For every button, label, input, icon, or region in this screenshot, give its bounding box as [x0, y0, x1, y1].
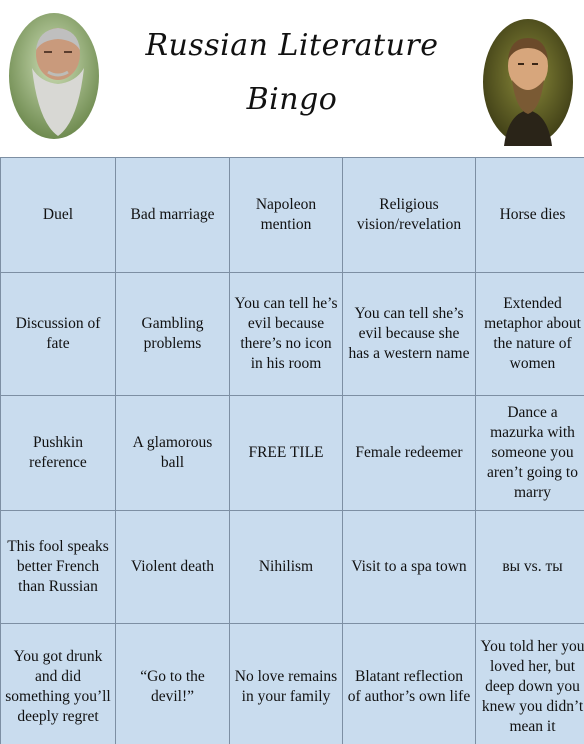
bingo-cell-text: “Go to the devil!”	[140, 667, 205, 705]
dostoevsky-portrait	[482, 18, 574, 146]
bingo-cell-text: Bad marriage	[130, 206, 215, 223]
bingo-grid	[0, 157, 584, 744]
bingo-cell-text: Violent death	[130, 558, 214, 575]
bingo-cell-text: You told her you loved her, but deep down you knew you didn’t mean it	[480, 637, 584, 735]
bingo-cell-text: Napoleon mention	[255, 196, 317, 233]
bingo-cell	[343, 624, 475, 744]
bingo-cell	[116, 158, 229, 272]
bingo-cell-text: Pushkin reference	[29, 434, 87, 471]
bingo-cell	[230, 396, 342, 510]
bingo-cell-text: No love remains in your family	[234, 667, 338, 705]
bingo-cell	[116, 396, 229, 510]
bingo-cell-text: Blatant reflection of author’s own life	[347, 667, 471, 705]
bingo-cell-text: You got drunk and did something you’ll deeply regret	[5, 647, 111, 725]
bingo-cell	[230, 158, 342, 272]
bingo-cell	[343, 158, 475, 272]
bingo-cell-text: Nihilism	[258, 558, 314, 575]
bingo-cell	[343, 273, 475, 395]
bingo-cell	[1, 273, 115, 395]
bingo-cell-text: Discussion of fate	[15, 315, 101, 352]
bingo-cell	[343, 511, 475, 623]
bingo-cell-text: Horse dies	[499, 206, 566, 223]
bingo-cell-text: Gambling problems	[141, 315, 204, 352]
bingo-cell-text: FREE TILE	[248, 444, 324, 461]
bingo-cell-text: Extended metaphor about the nature of women	[484, 295, 581, 372]
title-line-1: Russian Literature	[145, 28, 439, 63]
tolstoy-portrait	[8, 12, 100, 140]
title-line-2: Bingo	[246, 82, 338, 117]
bingo-cell	[1, 396, 115, 510]
bingo-cell	[230, 273, 342, 395]
bingo-cell	[1, 624, 115, 744]
bingo-cell-text: Dance a mazurka with someone you aren’t going to marry	[487, 404, 578, 501]
bingo-cell-text: Duel	[42, 206, 74, 223]
header	[0, 0, 584, 157]
bingo-cell	[116, 273, 229, 395]
bingo-cell	[1, 158, 115, 272]
bingo-cell	[116, 624, 229, 744]
bingo-cell	[476, 624, 584, 744]
bingo-cell-text: вы vs. ты	[502, 558, 563, 575]
bingo-cell-text: Female redeemer	[355, 444, 463, 461]
bingo-cell	[476, 511, 584, 623]
bingo-cell	[116, 511, 229, 623]
bingo-cell	[476, 273, 584, 395]
bingo-cell	[1, 511, 115, 623]
bingo-cell-text: This fool speaks better French than Russian	[7, 538, 109, 595]
bingo-cell	[476, 396, 584, 510]
bingo-cell-text: You can tell he’s evil because there’s no icon in his room	[234, 295, 338, 372]
bingo-cell	[230, 511, 342, 623]
bingo-cell-text: A glamorous ball	[132, 434, 213, 471]
bingo-cell	[343, 396, 475, 510]
bingo-cell-text: Visit to a spa town	[351, 558, 467, 575]
bingo-cell-text: Religious vision/revelation	[356, 196, 462, 233]
bingo-cell	[230, 624, 342, 744]
bingo-cell	[476, 158, 584, 272]
bingo-cell-text: You can tell she’s evil because she has a western name	[348, 305, 470, 362]
